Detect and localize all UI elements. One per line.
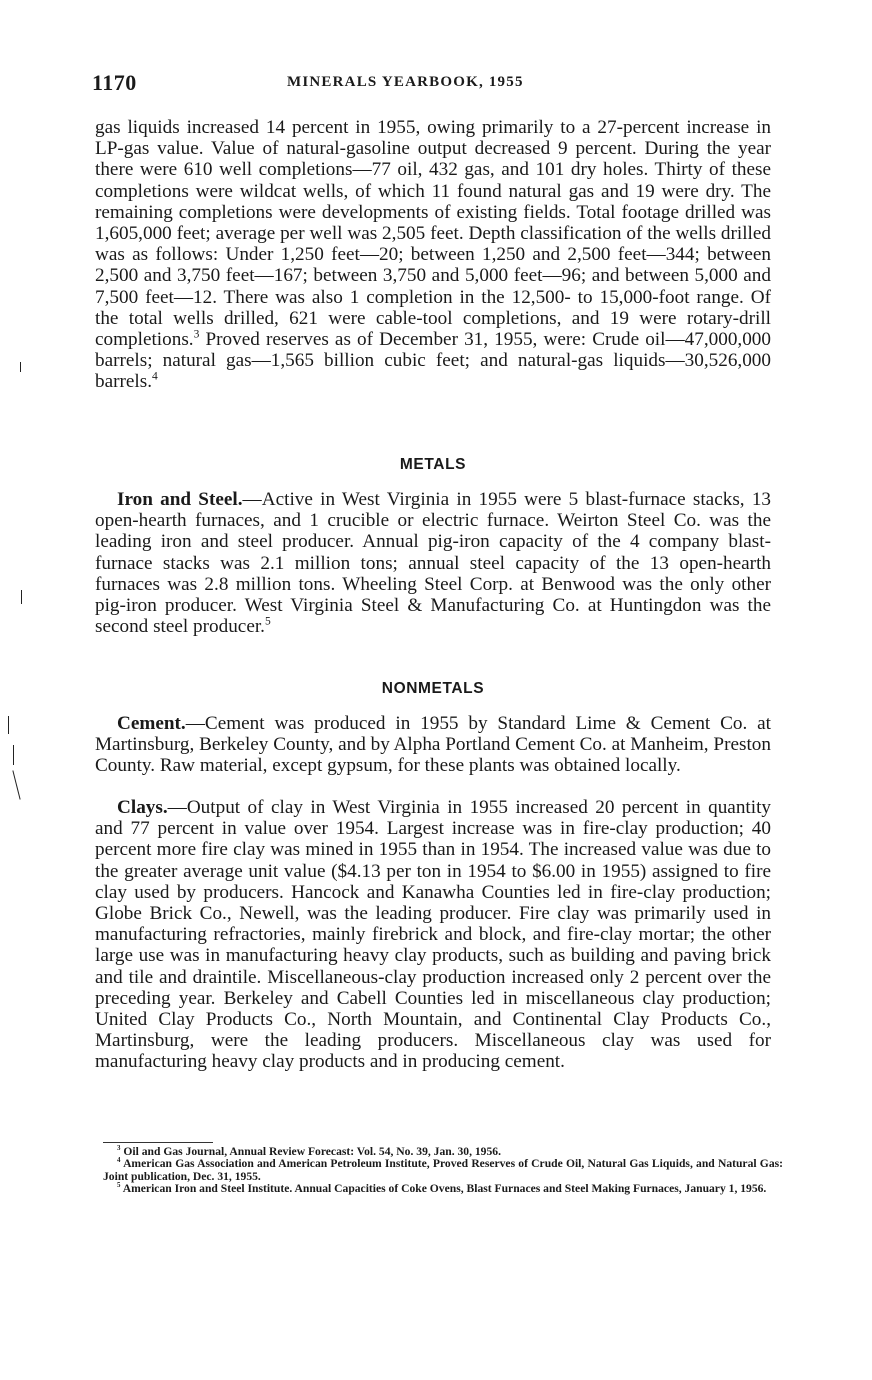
- paragraph-text: —Cement was produced in 1955 by Standard Lime & Cement Co. at Martinsburg, Berkeley County, and by Alpha Portland Cement Co. at Manheim, Preston County. Raw material, except gypsum, for these plants was obtained locally.: [95, 713, 771, 777]
- footnote-mark: 5: [117, 1181, 121, 1190]
- section-heading-nonmetals: NONMETALS: [381, 680, 485, 697]
- page-header: [92, 70, 772, 100]
- footnote-divider: [103, 1142, 213, 1143]
- scan-mark: [20, 362, 21, 372]
- oil-gas-continuation-paragraph: [95, 117, 771, 393]
- scan-mark: [21, 590, 22, 604]
- footnote-mark: 4: [117, 1156, 121, 1165]
- paragraph-text: —Active in West Virginia in 1955 were 5 blast-furnace stacks, 13 open-hearth furnaces, and 1 crucible or electric furnace. Weirton Steel Co. was the leading iron and steel producer. Annual pig-iron capacity of the 4 company blast-furnace stacks was 2.1 million tons; annual steel capacity of the 13 open-hearth furnaces was 2.8 million tons. Wheeling Steel Corp. at Benwood was the only other pig-iron producer. West Virginia Steel & Manufacturing Co. at Huntingdon was the second steel producer.: [95, 489, 772, 638]
- footnote: [103, 1183, 783, 1195]
- page-number: 1170: [92, 70, 137, 95]
- footnote-ref: 4: [152, 371, 158, 384]
- scan-mark: [13, 745, 14, 765]
- paragraph-text: —Output of clay in West Virginia in 1955 increased 20 percent in quantity and 77 percent in value over 1954. Largest increase was in fire-clay production; 40 percent more fire clay was mined in 1955 than in 1954. The increased value was due to the greater average unit value ($4.13 per ton in 1954 to $6.00 in 1955) assigned to fire clay used by producers. Hancock and Kanawha Counties led in fire-clay production; Globe Brick Co., Newell, was the leading producer. Fire clay was primarily used in manufacturing refractories, mainly firebrick and block, and fire-clay mortar; the other large use was in manufacturing heavy clay products, such as building and paving brick and tile and draintile. Miscellaneous-clay production increased only 2 percent over the preceding year. Berkeley and Cabell Counties led in miscellaneous clay production; United Clay Products Co., North Mountain, and Continental Clay Products Co., Martinsburg, were the leading producers. Miscellaneous clay was used for manufacturing heavy clay products and in producing cement.: [95, 797, 771, 1073]
- paragraph-text: gas liquids increased 14 percent in 1955, owing primarily to a 27-percent increase in LP-gas value. Value of natural-gasoline output decreased 9 percent. During the year there were 610 well completions—77 oil, 432 gas, and 101 dry holes. Thirty of these completions were wildcat wells, of which 11 found natural gas and 19 were dry. The remaining completions were developments of existing fields. Total footage drilled was 1,605,000 feet; average per well was 2,505 feet. Depth classification of the wells drilled was as follows: Under 1,250 feet—20; between 1,250 and 2,500 feet—344; between 2,500 and 3,750 feet—167; between 3,750 and 5,000 feet—96; and between 5,000 and 7,500 feet—12. There was also 1 completion in the 12,500- to 15,000-foot range. Of the total wells drilled, 621 were cable-tool completions, and 19 were rotary-drill completions.: [95, 117, 771, 351]
- clays-paragraph: [95, 797, 771, 1073]
- paragraph-text: Proved reserves as of December 31, 1955, were: Crude oil—47,000,000 barrels; natural gas—1,565 billion cubic feet; and natural-gas liquids—30,526,000 barrels.: [95, 329, 771, 393]
- scan-mark: [8, 716, 9, 734]
- run-in-heading: Cement.: [117, 713, 186, 734]
- footnote: [103, 1158, 783, 1183]
- run-in-heading: Clays.: [117, 797, 168, 818]
- scan-mark: [12, 770, 20, 799]
- section-heading-metals: METALS: [399, 456, 467, 473]
- footnote-text: American Iron and Steel Institute. Annual Capacities of Coke Ovens, Blast Furnaces and Steel Making Furnaces, January 1, 1956.: [122, 1182, 767, 1196]
- iron-steel-paragraph: [95, 489, 771, 637]
- running-head: MINERALS YEARBOOK, 1955: [287, 74, 524, 90]
- cement-paragraph: [95, 713, 771, 777]
- footnotes: [103, 1146, 783, 1196]
- footnote-mark: 3: [117, 1144, 121, 1153]
- footnote-ref: 3: [193, 328, 200, 341]
- footnote-ref: 5: [264, 615, 271, 628]
- footnote-text: Oil and Gas Journal, Annual Review Forecast: Vol. 54, No. 39, Jan. 30, 1956.: [123, 1145, 501, 1158]
- run-in-heading: Iron and Steel.: [117, 489, 243, 510]
- footnote-text: American Gas Association and American Petroleum Institute, Proved Reserves of Crude Oil, Natural Gas Liquids, and Natural Gas: Joint publication, Dec. 31, 1955.: [103, 1157, 783, 1183]
